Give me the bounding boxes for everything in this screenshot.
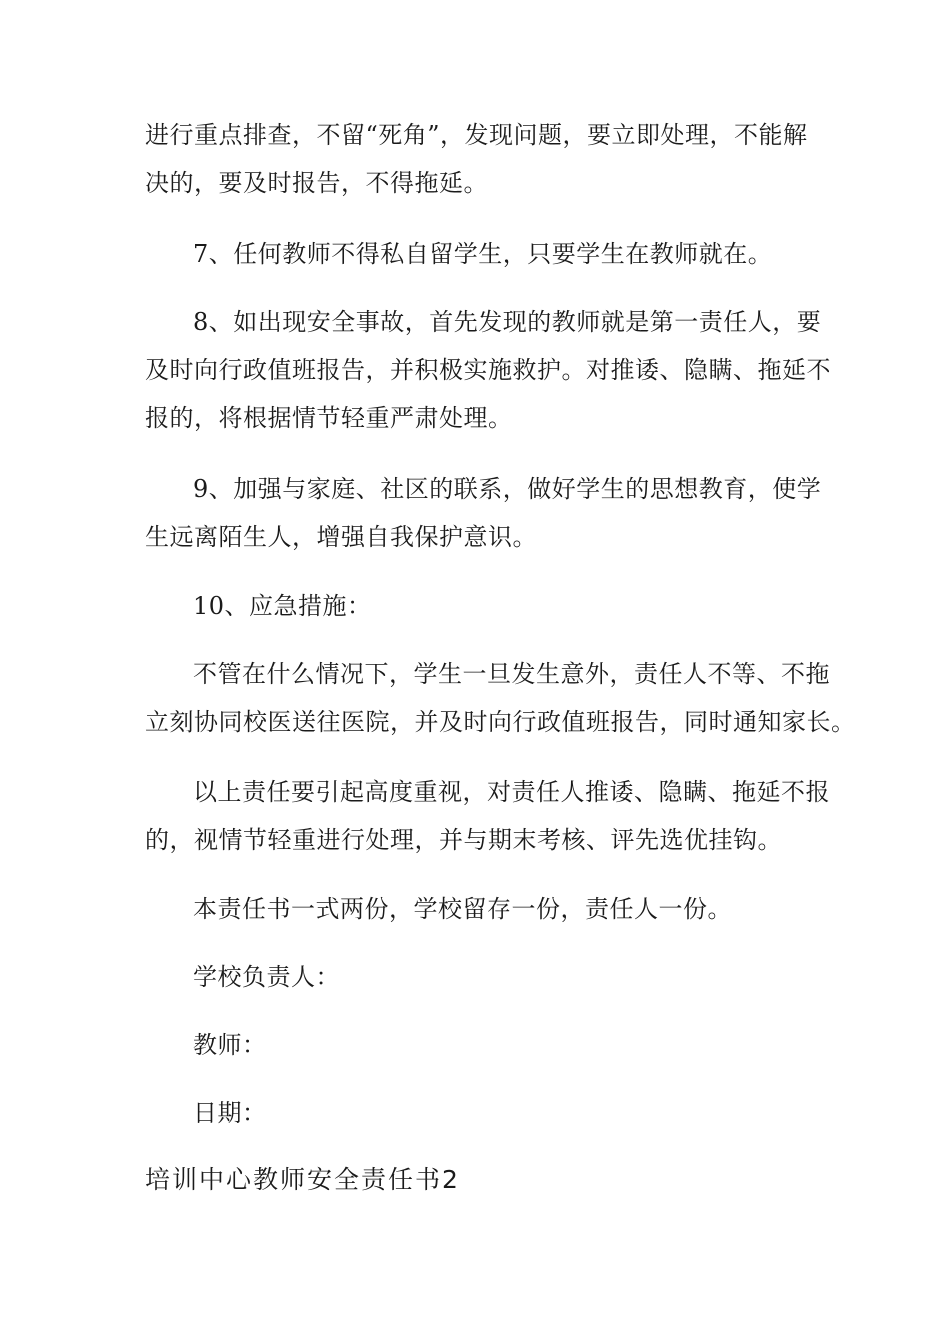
paragraph-line: 不管在什么情况下，学生一旦发生意外，责任人不等、不拖 (193, 660, 830, 688)
paragraph-line: 10、应急措施： (193, 592, 372, 620)
paragraph-line: 进行重点排查，不留“死角”，发现问题，要立即处理，不能解 (145, 121, 808, 149)
paragraph-line: 报的，将根据情节轻重严肃处理。 (145, 404, 513, 432)
paragraph-line: 7、任何教师不得私自留学生，只要学生在教师就在。 (193, 240, 773, 268)
paragraph-line: 8、如出现安全事故，首先发现的教师就是第一责任人，要 (193, 308, 822, 336)
paragraph-line: 及时向行政值班报告，并积极实施救护。对推诿、隐瞒、拖延不 (145, 356, 831, 384)
paragraph-line: 的，视情节轻重进行处理，并与期末考核、评先选优挂钩。 (145, 826, 782, 854)
paragraph-line: 以上责任要引起高度重视，对责任人推诿、隐瞒、拖延不报 (193, 778, 830, 806)
signature-label-teacher: 教师： (193, 1031, 267, 1059)
paragraph-line: 立刻协同校医送往医院，并及时向行政值班报告，同时通知家长。 (145, 708, 856, 736)
paragraph-line: 决的，要及时报告，不得拖延。 (145, 169, 488, 197)
signature-label-date: 日期： (193, 1099, 267, 1127)
section-heading: 培训中心教师安全责任书2 (145, 1165, 460, 1194)
paragraph-line: 生远离陌生人，增强自我保护意识。 (145, 523, 537, 551)
paragraph-line: 本责任书一式两份，学校留存一份，责任人一份。 (193, 895, 732, 923)
signature-label-school-head: 学校负责人： (193, 963, 340, 991)
paragraph-line: 9、加强与家庭、社区的联系，做好学生的思想教育，使学 (193, 475, 822, 503)
